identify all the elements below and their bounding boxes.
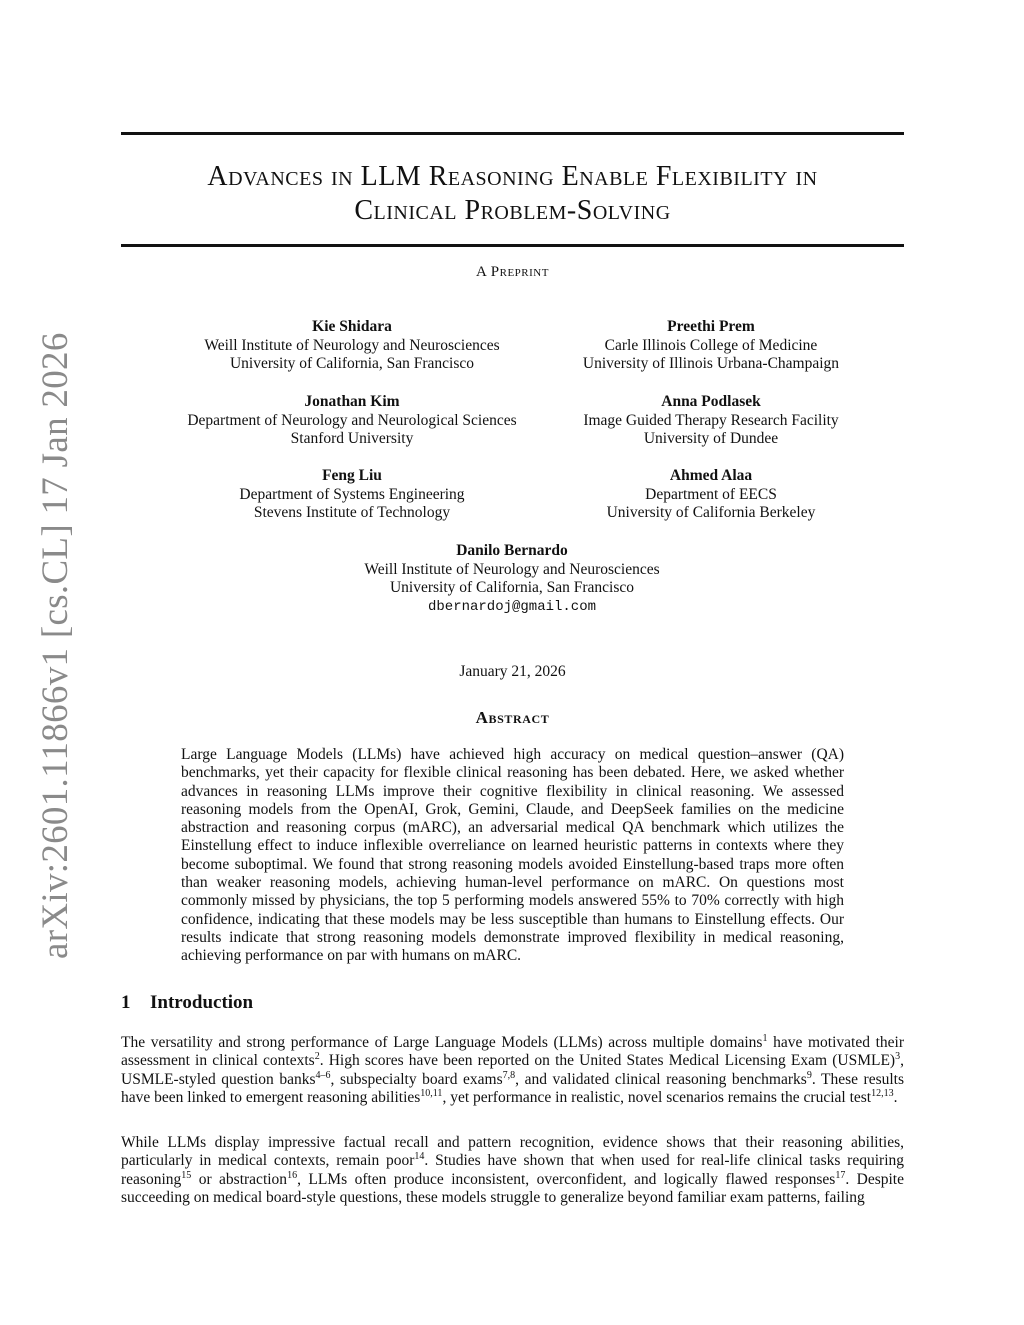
title-bottom-rule: [121, 244, 904, 247]
citation[interactable]: 12,13: [871, 1087, 894, 1099]
abstract-text: Large Language Models (LLMs) have achieved high accuracy on medical question–answer (QA) benchmarks, yet their capacity for flexible clinical reasoning has been debated. Here, we asked whether advances in reasoning LLMs improve their cognitive flexibility in clinical reasoning. We assessed reasoning models from the OpenAI, Grok, Gemini, Claude, and DeepSeek families on the medicine abstraction and reasoning corpus (mARC), an adversarial medical QA benchmark which utilizes the Einstellung effect to induce inflexible overreliance on learned heuristic patterns in contexts where they become suboptimal. We found that strong reasoning models avoided Einstellung-based traps more often than weaker reasoning models, achieving human-level performance on mARC. On questions most commonly missed by physicians, the top 5 performing models answered 55% to 70% correctly with high confidence, indicating that these models may be less susceptible than humans to Einstellung effects. Our results indicate that strong reasoning models demonstrate improved flexibility in medical reasoning, achieving performance on par with humans on mARC.: [181, 746, 844, 965]
section-heading: [121, 992, 253, 1014]
author-affiliation: Department of Neurology and Neurological Sciences: [187, 411, 517, 429]
author-block: [312, 542, 712, 616]
citation[interactable]: 3: [895, 1051, 901, 1063]
preprint-label: A Preprint: [476, 264, 549, 280]
author-affiliation: University of California Berkeley: [606, 504, 816, 521]
author-name: Ahmed Alaa: [669, 467, 753, 484]
author-block: [152, 318, 552, 374]
author-block: [152, 393, 552, 449]
author-name: Anna Podlasek: [661, 393, 761, 410]
author-name: Kie Shidara: [312, 318, 392, 335]
author-affiliation: University of California, San Francisco: [229, 355, 475, 372]
author-affiliation: Carle Illinois College of Medicine: [604, 336, 818, 354]
citation[interactable]: 7,8: [502, 1069, 516, 1081]
title-top-rule: [121, 132, 904, 135]
author-name: Preethi Prem: [667, 318, 755, 335]
author-name: Feng Liu: [322, 467, 382, 484]
author-affiliation: University of California, San Francisco: [389, 579, 635, 596]
citation[interactable]: 1: [762, 1033, 768, 1044]
title-line-1: Advances in LLM Reasoning Enable Flexibility in: [207, 161, 818, 192]
body-paragraph: While LLMs display impressive factual recall and pattern recognition, evidence shows that their reasoning abilities, particularly in medical contexts, remain poor$^{14}$. Studies have shown that when used for real-life clinical tasks requiring reasoning$^{15}$ or abstraction$^{16}$, LLMs often produce inconsistent, overconfident, and logically flawed responses$^{17}$. Despite succeeding on medical board-style questions, these models struggle to generalize beyond familiar exam patterns, failing: [121, 1134, 905, 1206]
author-affiliation: Weill Institute of Neurology and Neurosciences: [204, 336, 500, 354]
citation[interactable]: 4–6: [315, 1069, 331, 1081]
author-affiliation: Weill Institute of Neurology and Neurosciences: [364, 560, 660, 578]
author-affiliation: University of Illinois Urbana-Champaign: [582, 355, 840, 372]
section-title: Introduction: [150, 992, 254, 1013]
citation[interactable]: 15: [181, 1169, 192, 1181]
author-email[interactable]: dbernardoj@gmail.com: [427, 598, 597, 615]
author-block: [511, 318, 911, 374]
arxiv-watermark: arXiv:2601.11866v1 [cs.CL] 17 Jan 2026: [35, 332, 76, 959]
publication-date: January 21, 2026: [459, 663, 566, 680]
author-name: Jonathan Kim: [304, 393, 400, 410]
citation[interactable]: 2: [314, 1051, 320, 1063]
citation[interactable]: 9: [806, 1069, 812, 1081]
citation[interactable]: 17: [835, 1169, 846, 1181]
citation[interactable]: 16: [287, 1169, 298, 1181]
body-paragraph: The versatility and strong performance of Large Language Models (LLMs) across multiple domains$^1$ have motivated their assessment in clinical contexts$^2$. High scores have been reported on the United States Medical Licensing Exam (USMLE)$^3$, USMLE-styled question banks$^{4-6}$, subspecialty board exams$^{7,8}$, and validated clinical reasoning benchmarks$^9$. These results have been linked to emergent reasoning abilities$^{10,11}$, yet performance in realistic, novel scenarios remains the crucial test$^{12,13}$.: [121, 1033, 905, 1106]
author-block: [511, 393, 911, 449]
author-affiliation: Image Guided Therapy Research Facility: [583, 411, 839, 429]
citation[interactable]: 10,11: [420, 1087, 443, 1099]
author-affiliation: Department of EECS: [645, 485, 777, 503]
author-name: Danilo Bernardo: [456, 542, 568, 559]
author-block: [152, 467, 552, 523]
author-affiliation: University of Dundee: [643, 430, 779, 447]
paper-title: [121, 160, 904, 228]
title-line-2: Clinical Problem-Solving: [354, 195, 671, 226]
author-block: [511, 467, 911, 523]
abstract-heading: Abstract: [475, 708, 550, 727]
section-number: 1: [121, 992, 131, 1013]
author-affiliation: Stanford University: [290, 430, 414, 447]
citation[interactable]: 14: [414, 1151, 425, 1163]
author-affiliation: Stevens Institute of Technology: [253, 504, 451, 521]
author-affiliation: Department of Systems Engineering: [239, 485, 465, 503]
